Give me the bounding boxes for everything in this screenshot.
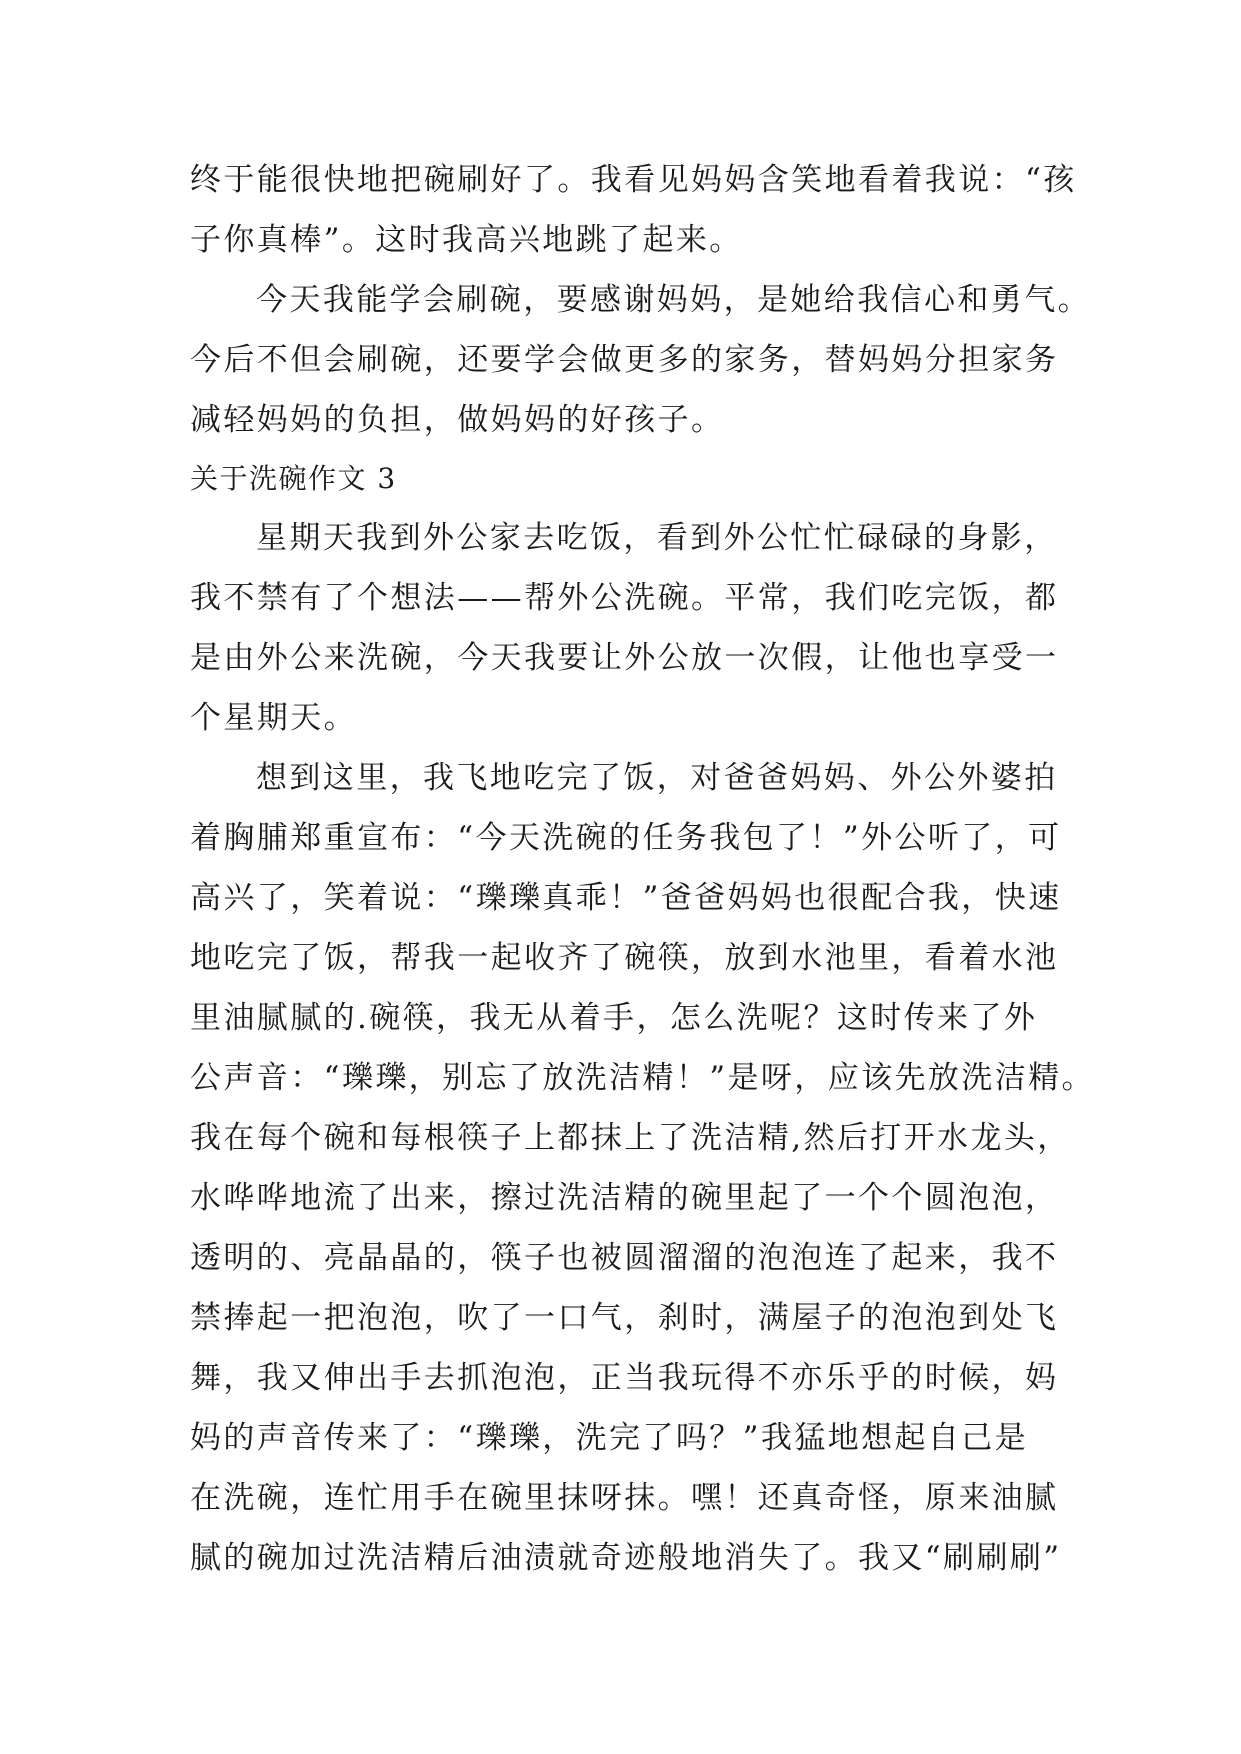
text-line: 妈的声音传来了：“瓅瓅，洗完了吗？”我猛地想起自己是 — [190, 1420, 1029, 1456]
document-body — [190, 150, 1095, 1588]
text-line: 着胸脯郑重宣布：“今天洗碗的任务我包了！”外公听了，可 — [190, 820, 1062, 856]
text-line: 水哗哗地流了出来，擦过洗洁精的碗里起了一个个圆泡泡， — [190, 1180, 1059, 1216]
paragraph-start-line: 星期天我到外公家去吃饭，看到外公忙忙碌碌的身影， — [256, 520, 1058, 556]
section-heading: 关于洗碗作文 3 — [190, 462, 397, 495]
paragraph-start-line: 今天我能学会刷碗，要感谢妈妈，是她给我信心和勇气。 — [256, 282, 1091, 318]
text-line: 里油腻腻的.碗筷，我无从着手，怎么洗呢？这时传来了外 — [190, 1000, 1038, 1036]
text-line: 今后不但会刷碗，还要学会做更多的家务，替妈妈分担家务 — [190, 342, 1059, 378]
text-line: 我在每个碗和每根筷子上都抹上了洗洁精,然后打开水龙头， — [190, 1120, 1071, 1156]
text-line: 终于能很快地把碗刷好了。我看见妈妈含笑地看着我说：“孩 — [190, 162, 1077, 198]
text-line: 是由外公来洗碗，今天我要让外公放一次假，让他也享受一 — [190, 640, 1059, 676]
text-line: 我不禁有了个想法——帮外公洗碗。平常，我们吃完饭，都 — [190, 580, 1059, 616]
text-line: 个星期天。 — [190, 700, 357, 736]
text-line: 禁捧起一把泡泡，吹了一口气，刹时，满屋子的泡泡到处飞 — [190, 1300, 1059, 1336]
text-line: 地吃完了饭，帮我一起收齐了碗筷，放到水池里，看着水池 — [190, 940, 1059, 976]
text-line: 减轻妈妈的负担，做妈妈的好孩子。 — [190, 402, 725, 438]
text-line: 高兴了，笑着说：“瓅瓅真乖！”爸爸妈妈也很配合我，快速 — [190, 880, 1062, 916]
text-line: 舞，我又伸出手去抓泡泡，正当我玩得不亦乐乎的时候，妈 — [190, 1360, 1059, 1396]
paragraph-start-line: 想到这里，我飞地吃完了饭，对爸爸妈妈、外公外婆拍 — [256, 760, 1058, 796]
text-line: 在洗碗，连忙用手在碗里抹呀抹。嘿！还真奇怪，原来油腻 — [190, 1480, 1059, 1516]
text-line: 腻的碗加过洗洁精后油渍就奇迹般地消失了。我又“刷刷刷” — [190, 1540, 1062, 1576]
text-line: 透明的、亮晶晶的，筷子也被圆溜溜的泡泡连了起来，我不 — [190, 1240, 1059, 1276]
text-line: 子你真棒”。这时我高兴地跳了起来。 — [190, 222, 743, 258]
text-line: 公声音：“瓅瓅，别忘了放洗洁精！”是呀，应该先放洗洁精。 — [190, 1060, 1095, 1096]
